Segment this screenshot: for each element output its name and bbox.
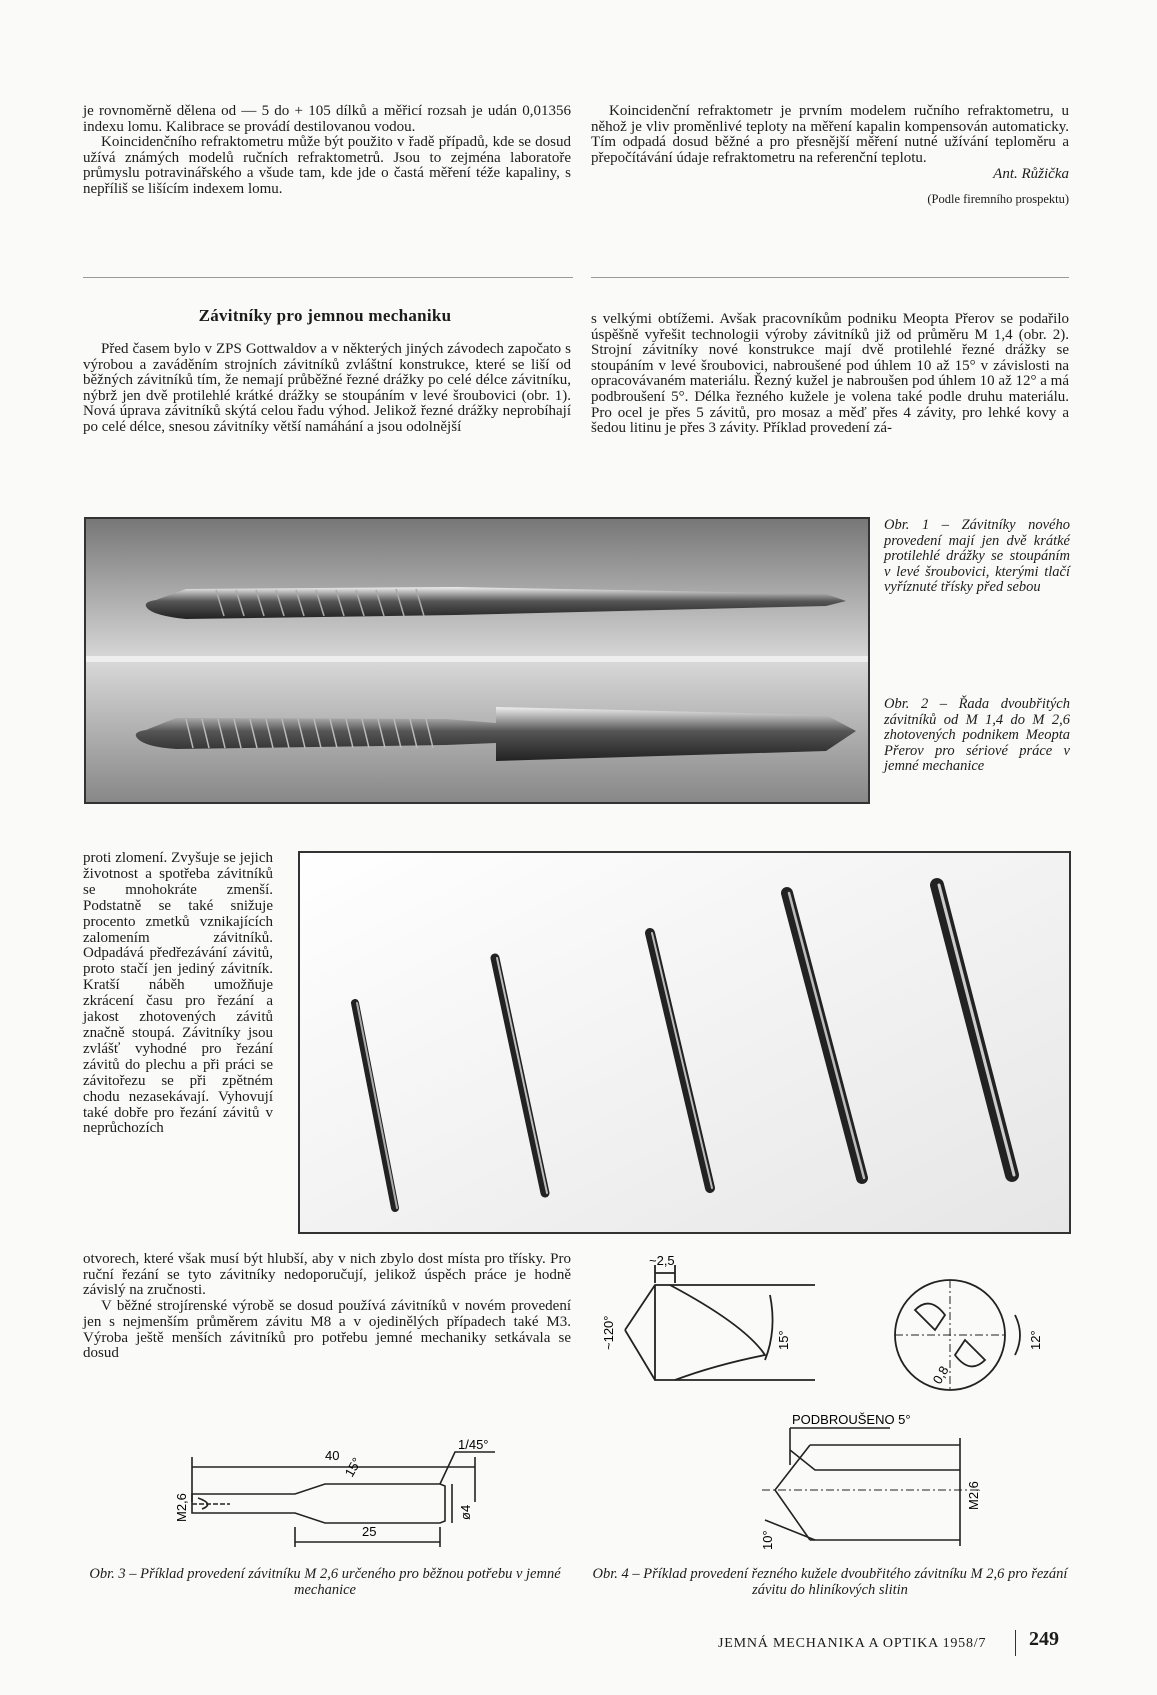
section-divider xyxy=(83,277,573,278)
article-right-intro xyxy=(591,312,1069,437)
dim-flute-angle: 15° xyxy=(776,1330,791,1350)
figure-4-drawing xyxy=(760,1410,1060,1560)
top-left-column xyxy=(83,104,571,198)
paragraph: V běžné strojírenské výrobě se dosud používá závitníků v novém provedení jen s nejmenším průměrem závitu M8 a v ojedinělých případech také M3. Výroba ještě menších závitníků pro potřebu jemné mechaniky setkávala se dosud xyxy=(83,1298,571,1362)
dim-thread: M2,6 xyxy=(966,1481,981,1510)
source-note: (Podle firemního prospektu) xyxy=(927,191,1069,206)
dim-chamfer: 1/45° xyxy=(458,1437,489,1452)
journal-footer: JEMNÁ MECHANIKA A OPTIKA 1958/7 xyxy=(718,1636,987,1651)
figure-1-photo xyxy=(84,517,870,804)
dim-diameter: ø4 xyxy=(458,1504,473,1520)
author-signature: Ant. Růžička xyxy=(993,166,1069,183)
top-right-column xyxy=(591,104,1069,208)
page-number: 249 xyxy=(1029,1628,1059,1650)
dim-shank-length: 25 xyxy=(362,1524,377,1539)
paragraph: je rovnoměrně dělena od — 5 do + 105 dílků a měřicí rozsah je udán 0,01356 indexu lomu. Kalibrace se provádí destilovanou vodou. xyxy=(83,103,571,135)
dim-angle: 10° xyxy=(760,1530,775,1550)
figure-2-caption: Obr. 2 – Řada dvoubřitých závitníků od M 1,4 do M 2,6 zhotovených podnikem Meopta Přerov pro sériové práce v jemné mechanice xyxy=(884,696,1070,774)
figure-3-drawing xyxy=(140,1422,500,1557)
article-continuation xyxy=(83,1252,571,1362)
figure-4-caption: Obr. 4 – Příklad provedení řezného kužele dvoubřitého závitníku M 2,6 pro řezání závitu do hliníkových slitin xyxy=(592,1566,1068,1598)
dim-thread: M2,6 xyxy=(174,1493,189,1522)
taps-series-illustration xyxy=(300,853,1069,1232)
narrow-column xyxy=(83,851,273,1137)
paragraph: proti zlomení. Zvyšuje se jejich životnost a spotřeba závitníků se mnohokráte zmenší. Podstatně se také snižuje procento zmetků vznikajících zalomením závitníků. Odpadává předřezávání závitů, proto stačí jen jediný závitník. Kratší náběh umožňuje zkrácení času pro řezání a jakost zhotovených závitů značně stoupá. Závitníky jsou zvlášť vyhodné pro řezání závitů do plechu a při práci se závitořezu se při zpětném chodu nezasekávají. Vyhovují také dobře pro řezání závitů v neprůchozích xyxy=(83,850,273,1137)
dim-gap: 0,8 xyxy=(929,1363,952,1387)
dim-side-angle: 12° xyxy=(1028,1330,1043,1350)
paragraph: otvorech, které však musí být hlubší, aby v nich zbylo dost místa pro třísky. Pro ruční řezání se tyto závitníky nedoporučují, jelikož úspěch práce je hodně závislý na zručnosti. xyxy=(83,1251,571,1299)
figure-1-caption: Obr. 1 – Závitníky nového provedení mají jen dvě krátké protilehlé drážky se stoupáním v levé šroubovici, kterými tlačí vyříznuté třísky před sebou xyxy=(884,517,1070,595)
figure-2-photo xyxy=(298,851,1071,1234)
footer-divider xyxy=(1015,1630,1016,1656)
taps-photo-illustration xyxy=(86,519,868,802)
section-divider xyxy=(591,277,1069,278)
paragraph: Před časem bylo v ZPS Gottwaldov a v některých jiných závodech započato s výrobou a zaváděním strojních závitníků zvláštní konstrukce, které se liší od běžných závitníků tím, že nemají průběžné řezné drážky po celé délce závitníku, nýbrž jen dvě protilehlé krátké drážky se stoupáním v levé šroubovici (obr. 1). Nová úprava závitníků skýtá celou řadu výhod. Jelikož řezné drážky neprobíhají po celé délce, snesou závitníky větší namáhání a jsou odolnější xyxy=(83,341,571,435)
dim-tip-angle: ~120° xyxy=(601,1315,616,1350)
article-title: Závitníky pro jemnou mechaniku xyxy=(198,306,452,325)
article-left-intro xyxy=(83,342,571,436)
dim-width: ~2,5 xyxy=(649,1255,675,1268)
paragraph: Koincidenčního refraktometru může být použito v řadě případů, kde se dosud užívá známých modelů ručních refraktometrů. Jsou to zejména laboratoře průmyslu potravinářského a všude tam, kde jde o častá měření téže kapaliny, s nepříliš se lišícím indexem lomu. xyxy=(83,134,571,197)
paragraph: s velkými obtížemi. Avšak pracovníkům podniku Meopta Přerov se podařilo úspěšně vyřešit technologii výroby závitníků již od průměru M 1,4 (obr. 2). Strojní závitníky nové konstrukce mají dvě protilehlé řezné drážky se stoupáním v levé šroubovici, nabroušené pod úhlem 10 až 15° v závislosti na opracovávaném materiálu. Řezný kužel je nabroušen pod úhlem 10 až 12° a má podbroušení 5°. Délka řezného kužele je volena také podle druhu materiálu. Pro ocel je přes 5 závitů, pro mosaz a měď přes 4 závity, pro lehké kovy a šedou litinu je přes 3 závity. Příklad provedení zá- xyxy=(591,311,1069,437)
paragraph: Koincidenční refraktometr je prvním modelem ručního refraktometru, u něhož je vliv proměnlivé teploty na měření kapalin kompensován automaticky. Tím odpadá dosud běžné a pro přesnější měření nutné užívání teploměru a přepočítávání údaje refraktometru na referenční teplotu. xyxy=(591,103,1069,166)
dim-angle: 15° xyxy=(341,1454,365,1480)
undercut-label: PODBROUŠENO 5° xyxy=(792,1412,911,1427)
dim-total-length: 40 xyxy=(325,1448,340,1463)
cutting-cone-detail-drawing xyxy=(595,1255,1075,1415)
figure-3-caption: Obr. 3 – Příklad provedení závitníku M 2,6 určeného pro běžnou potřebu v jemné mechanice xyxy=(89,1566,561,1598)
